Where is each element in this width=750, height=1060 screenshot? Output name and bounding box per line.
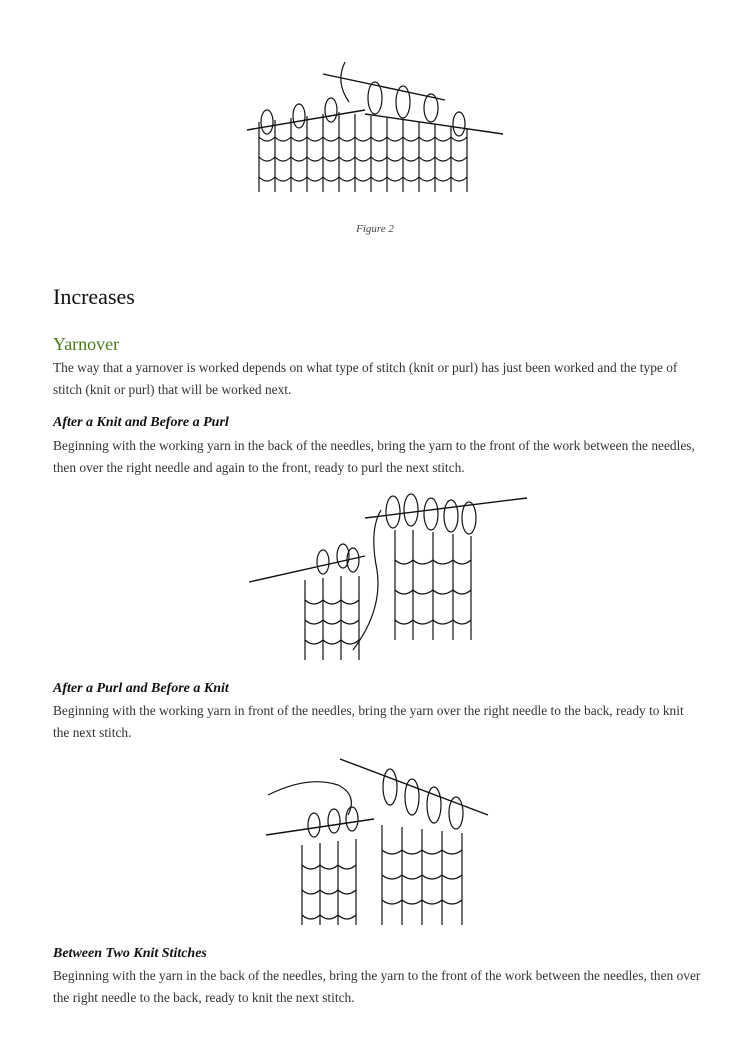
section-heading-knit-purl: After a Knit and Before a Purl <box>53 415 229 430</box>
purl-knit-illustration <box>262 755 492 935</box>
section-body-two-knit: Beginning with the yarn in the back of the needles, bring the yarn to the front of the work between the needles, then over the right needle to the back, ready to knit the next stitch. <box>53 968 701 1005</box>
section-body-knit-purl: Beginning with the working yarn in the back of the needles, bring the yarn to the front of the work between the needles, then over the right needle and again to the front, ready to purl the next stitch. <box>53 438 695 475</box>
yarnover-heading: Yarnover <box>53 334 120 354</box>
figure-2-illustration <box>245 52 505 212</box>
page-title: Increases <box>53 284 135 309</box>
knit-purl-illustration <box>245 490 535 670</box>
section-heading-purl-knit: After a Purl and Before a Knit <box>53 681 229 696</box>
section-body-purl-knit: Beginning with the working yarn in front of the needles, bring the yarn over the right needle to the back, ready to knit the next stitch. <box>53 703 684 740</box>
figure-2-caption: Figure 2 <box>356 223 394 235</box>
yarnover-intro: The way that a yarnover is worked depends on what type of stitch (knit or purl) has just been worked and the type of stitch (knit or purl) that will be worked next. <box>53 360 678 397</box>
section-heading-two-knit: Between Two Knit Stitches <box>53 946 207 961</box>
